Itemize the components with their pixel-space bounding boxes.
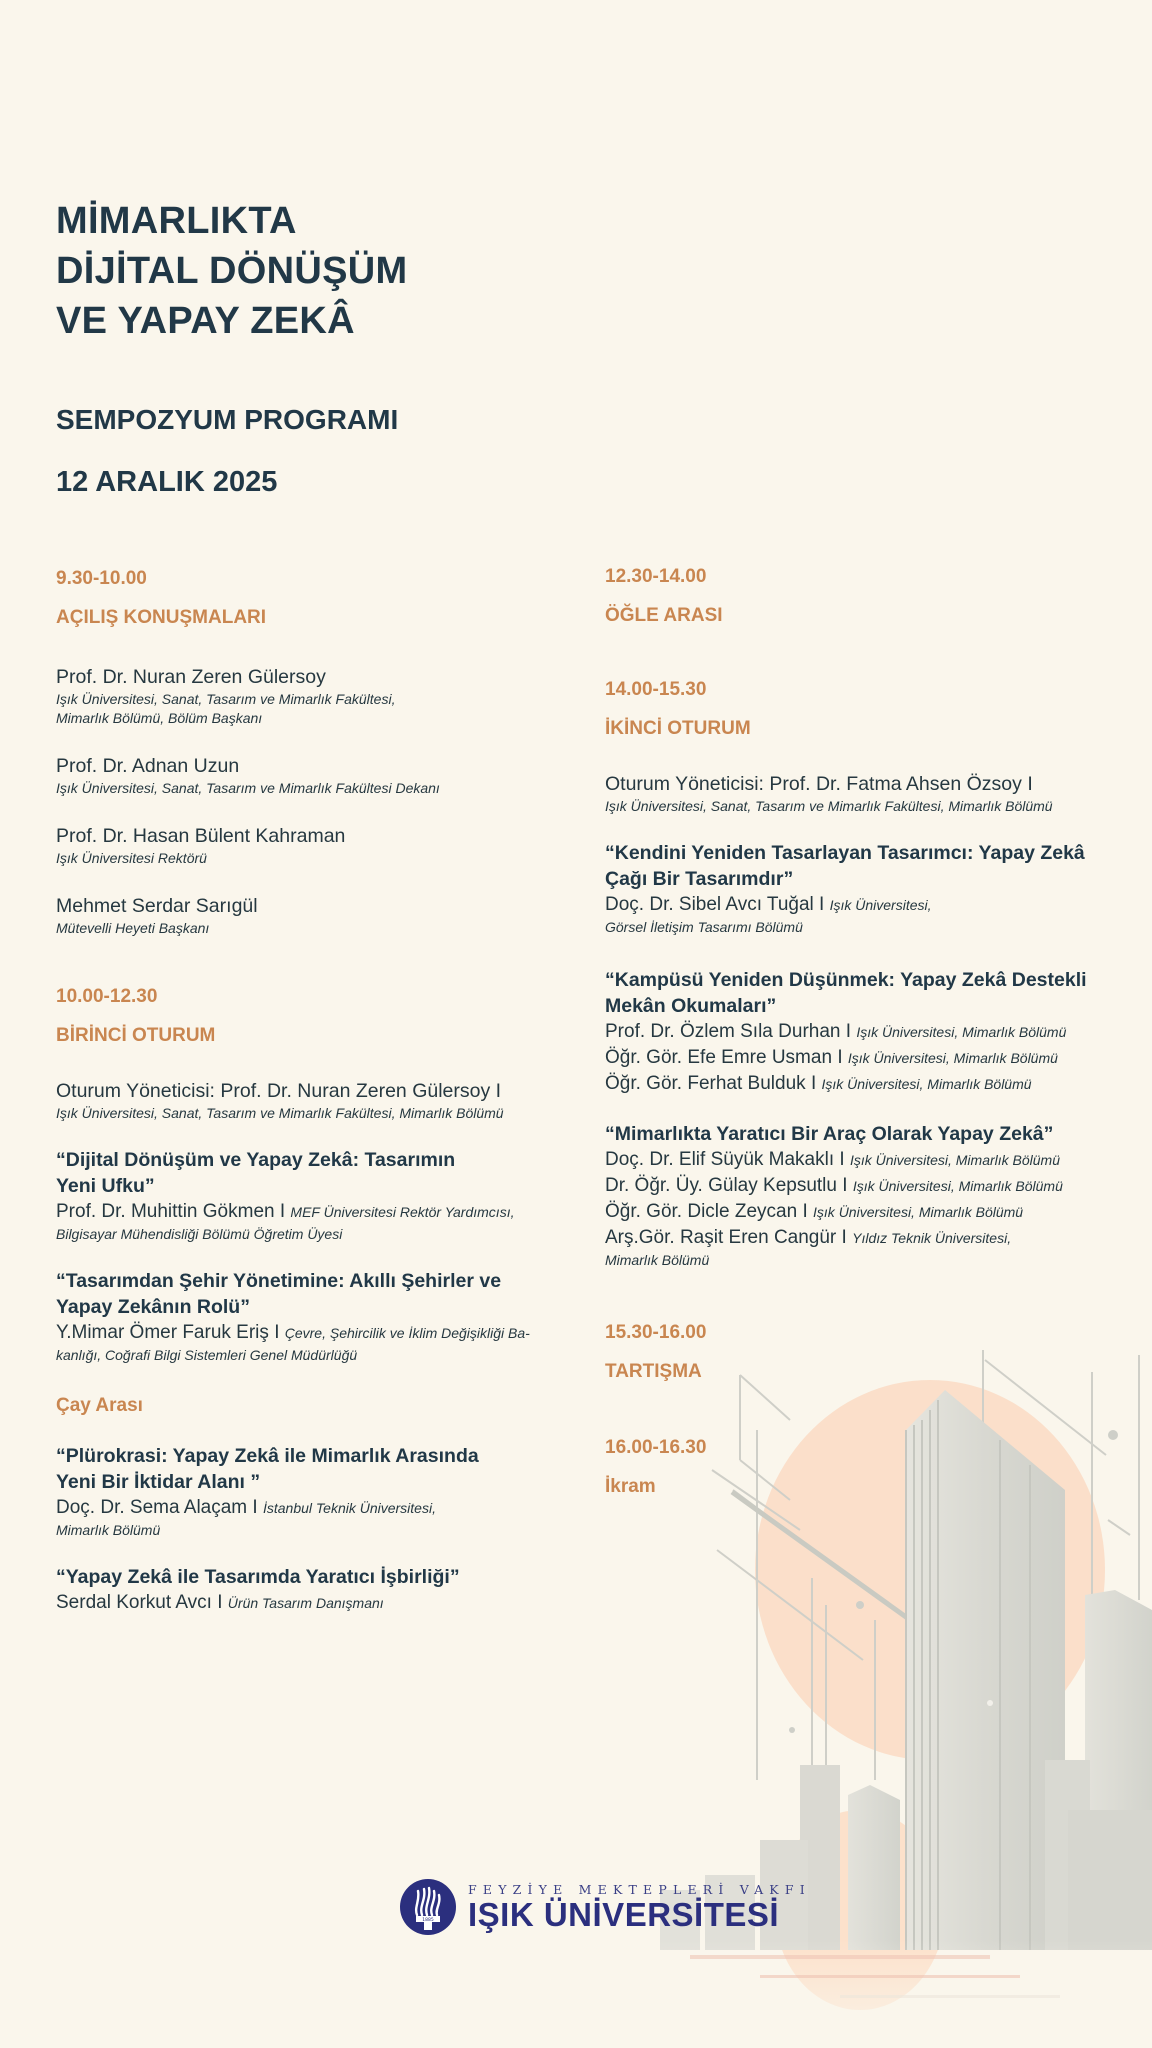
separator: I	[802, 1201, 808, 1222]
presenter	[56, 1320, 576, 1346]
talk-title: Yeni Ufku”	[56, 1175, 155, 1197]
presenter-affiliation-cont: Bilgisayar Mühendisliği Bölümü Öğretim Üyesi	[56, 1226, 343, 1242]
presenter	[605, 1019, 1135, 1045]
talk-title: “Dijital Dönüşüm ve Yapay Zekâ: Tasarımın	[56, 1149, 456, 1171]
opening-block	[56, 566, 576, 938]
talk-title: “Kendini Yeniden Tasarlayan Tasarımcı: Yapay Zekâ	[605, 842, 1085, 864]
title-line: DİJİTAL DÖNÜŞÜM	[56, 250, 408, 292]
presenter-name: Arş.Gör. Raşit Eren Cangür	[605, 1227, 837, 1248]
speaker-affiliation: Işık Üniversitesi Rektörü	[56, 850, 207, 866]
presenter-affiliation: Işık Üniversitesi, Mimarlık Bölümü	[849, 1152, 1061, 1168]
presenter-name: Y.Mimar Ömer Faruk Eriş	[56, 1322, 269, 1343]
right-column	[605, 564, 1135, 1500]
speaker-name: Prof. Dr. Nuran Zeren Gülersoy	[56, 666, 326, 688]
time-slot: 14.00-15.30	[605, 679, 707, 700]
title-line: MİMARLIKTA	[56, 200, 297, 242]
section-title: ÖĞLE ARASI	[605, 605, 723, 626]
presenter-affiliation-cont: Görsel İletişim Tasarımı Bölümü	[605, 919, 803, 935]
time-slot: 12.30-14.00	[605, 566, 707, 587]
presenter	[605, 1045, 1135, 1071]
talk-title: Çağı Bir Tasarımdır”	[605, 868, 794, 890]
presenter-affiliation-cont: kanlığı, Coğrafi Bilgi Sistemleri Genel Müdürlüğü	[56, 1347, 358, 1363]
talk-item	[56, 1147, 576, 1244]
session-moderator	[56, 1079, 576, 1123]
presenter-name: Öğr. Gör. Efe Emre Usman	[605, 1047, 833, 1068]
time-slot: 16.00-16.30	[605, 1437, 707, 1458]
separator: I	[217, 1592, 223, 1613]
time-slot: 15.30-16.00	[605, 1322, 707, 1343]
talk-title: “Mimarlıkta Yaratıcı Bir Araç Olarak Yapay Zekâ”	[605, 1123, 1054, 1145]
presenter-name: Öğr. Gör. Dicle Zeycan	[605, 1201, 798, 1222]
separator: I	[839, 1149, 845, 1170]
separator: I	[810, 1073, 817, 1094]
presenter-affiliation-cont: Mimarlık Bölümü	[56, 1522, 161, 1538]
presenter	[605, 1071, 1135, 1097]
session-moderator	[605, 772, 1135, 816]
talk-item	[56, 1443, 576, 1540]
moderator-name: Oturum Yöneticisi: Prof. Dr. Fatma Ahsen Özsoy	[605, 773, 1022, 795]
separator: I	[279, 1201, 286, 1222]
speaker-name: Mehmet Serdar Sarıgül	[56, 895, 258, 917]
presenter-name: Doç. Dr. Sibel Avcı Tuğal	[605, 894, 814, 915]
presenter-name: Dr. Öğr. Üy. Gülay Kepsutlu	[605, 1175, 837, 1196]
talk-item	[605, 967, 1135, 1097]
presenter-name: Prof. Dr. Muhittin Gökmen	[56, 1201, 275, 1222]
presenter	[605, 1225, 1135, 1251]
title-line: VE YAPAY ZEKÂ	[56, 300, 355, 342]
section-title: BİRİNCİ OTURUM	[56, 1025, 216, 1046]
session2-block	[605, 677, 1135, 1270]
section-title: İKİNCİ OTURUM	[605, 718, 751, 739]
presenter-affiliation: Ürün Tasarım Danışmanı	[227, 1595, 384, 1611]
presenter-affiliation: Işık Üniversitesi, Mimarlık Bölümü	[813, 1204, 1024, 1220]
session1-block	[56, 984, 576, 1616]
event-title	[56, 196, 407, 346]
torch-flame-emblem-icon	[400, 1879, 456, 1935]
talk-title: “Plürokrasi: Yapay Zekâ ile Mimarlık Arasında	[56, 1445, 479, 1467]
presenter-affiliation: Işık Üniversitesi,	[829, 897, 932, 913]
talk-item	[56, 1564, 576, 1616]
logo-year: 1885	[422, 1917, 434, 1923]
talk-title: Mekân Okumaları”	[605, 995, 777, 1017]
speaker-affiliation: Işık Üniversitesi, Sanat, Tasarım ve Mimarlık Fakültesi Dekanı	[56, 780, 440, 796]
presenter-affiliation: Işık Üniversitesi, Mimarlık Bölümü	[821, 1076, 1032, 1092]
presenter-affiliation: MEF Üniversitesi Rektör Yardımcısı,	[290, 1204, 515, 1220]
speaker-affiliation: Mimarlık Bölümü, Bölüm Başkanı	[56, 710, 263, 726]
moderator-affiliation: Işık Üniversitesi, Sanat, Tasarım ve Mimarlık Fakültesi, Mimarlık Bölümü	[56, 1105, 504, 1121]
separator: I	[841, 1227, 847, 1248]
speaker-affiliation: Mütevelli Heyeti Başkanı	[56, 920, 210, 936]
time-slot: 9.30-10.00	[56, 568, 147, 589]
presenter-affiliation: Yıldız Teknik Üniversitesi,	[852, 1230, 1012, 1246]
speaker-name: Prof. Dr. Adnan Uzun	[56, 755, 240, 777]
speaker-affiliation: Işık Üniversitesi, Sanat, Tasarım ve Mimarlık Fakültesi,	[56, 691, 396, 707]
speaker-item	[56, 754, 576, 798]
reception-block	[605, 1435, 1135, 1500]
tea-break-label: Çay Arası	[56, 1395, 143, 1416]
presenter-affiliation: Işık Üniversitesi, Mimarlık Bölümü	[852, 1178, 1063, 1194]
talk-title: “Yapay Zekâ ile Tasarımda Yaratıcı İşbirliği”	[56, 1566, 460, 1588]
foundation-name: FEYZİYE MEKTEPLERİ VAKFI	[468, 1881, 811, 1897]
speaker-item	[56, 824, 576, 868]
time-slot: 10.00-12.30	[56, 986, 158, 1007]
speaker-name: Prof. Dr. Hasan Bülent Kahraman	[56, 825, 346, 847]
presenter-name: Serdal Korkut Avcı	[56, 1592, 212, 1613]
presenter	[605, 1147, 1135, 1173]
presenter-affiliation: Çevre, Şehircilik ve İklim Değişikliği Ba-	[284, 1325, 530, 1341]
separator: I	[1027, 773, 1033, 795]
lunch-block	[605, 564, 1135, 629]
talk-title: “Tasarımdan Şehir Yönetimine: Akıllı Şehirler ve	[56, 1270, 502, 1292]
presenter-name: Öğr. Gör. Ferhat Bulduk	[605, 1073, 806, 1094]
presenter	[605, 1199, 1135, 1225]
talk-title: “Kampüsü Yeniden Düşünmek: Yapay Zekâ Destekli	[605, 969, 1087, 991]
separator: I	[845, 1021, 852, 1042]
event-date: 12 ARALIK 2025	[56, 466, 278, 498]
moderator-affiliation: Işık Üniversitesi, Sanat, Tasarım ve Mimarlık Fakültesi, Mimarlık Bölümü	[605, 798, 1053, 814]
talk-item	[605, 1121, 1135, 1270]
presenter-affiliation-cont: Mimarlık Bölümü	[605, 1252, 710, 1268]
university-name: IŞIK ÜNİVERSİTESİ	[468, 1895, 780, 1933]
presenter-name: Doç. Dr. Sema Alaçam	[56, 1497, 248, 1518]
presenter-affiliation: Işık Üniversitesi, Mimarlık Bölümü	[856, 1024, 1067, 1040]
presenter	[56, 1199, 576, 1225]
moderator-name: Oturum Yöneticisi: Prof. Dr. Nuran Zeren Gülersoy	[56, 1080, 491, 1102]
logo-text	[468, 1882, 811, 1933]
separator: I	[819, 894, 825, 915]
talk-item	[56, 1268, 576, 1365]
talk-title: Yapay Zekânın Rolü”	[56, 1296, 250, 1318]
separator: I	[842, 1175, 848, 1196]
separator: I	[252, 1497, 258, 1518]
section-title: AÇILIŞ KONUŞMALARI	[56, 607, 267, 628]
discussion-block	[605, 1320, 1135, 1385]
speaker-item	[56, 894, 576, 938]
presenter	[56, 1495, 576, 1521]
separator: I	[837, 1047, 843, 1068]
university-logo	[400, 1877, 811, 1937]
separator: I	[495, 1080, 502, 1102]
presenter	[605, 892, 1135, 918]
presenter-affiliation: Işık Üniversitesi, Mimarlık Bölümü	[847, 1050, 1058, 1066]
left-column	[56, 566, 576, 1616]
program-subtitle: SEMPOZYUM PROGRAMI	[56, 404, 399, 435]
presenter-name: Prof. Dr. Özlem Sıla Durhan	[605, 1021, 841, 1042]
separator: I	[274, 1322, 280, 1343]
presenter-affiliation: İstanbul Teknik Üniversitesi,	[262, 1500, 436, 1516]
talk-item	[605, 840, 1135, 937]
presenter	[56, 1590, 576, 1616]
speaker-item	[56, 665, 576, 728]
talk-title: Yeni Bir İktidar Alanı ”	[56, 1471, 261, 1493]
section-title: TARTIŞMA	[605, 1361, 702, 1382]
presenter-name: Doç. Dr. Elif Süyük Makaklı	[605, 1149, 835, 1170]
presenter	[605, 1173, 1135, 1199]
section-title: İkram	[605, 1476, 656, 1497]
